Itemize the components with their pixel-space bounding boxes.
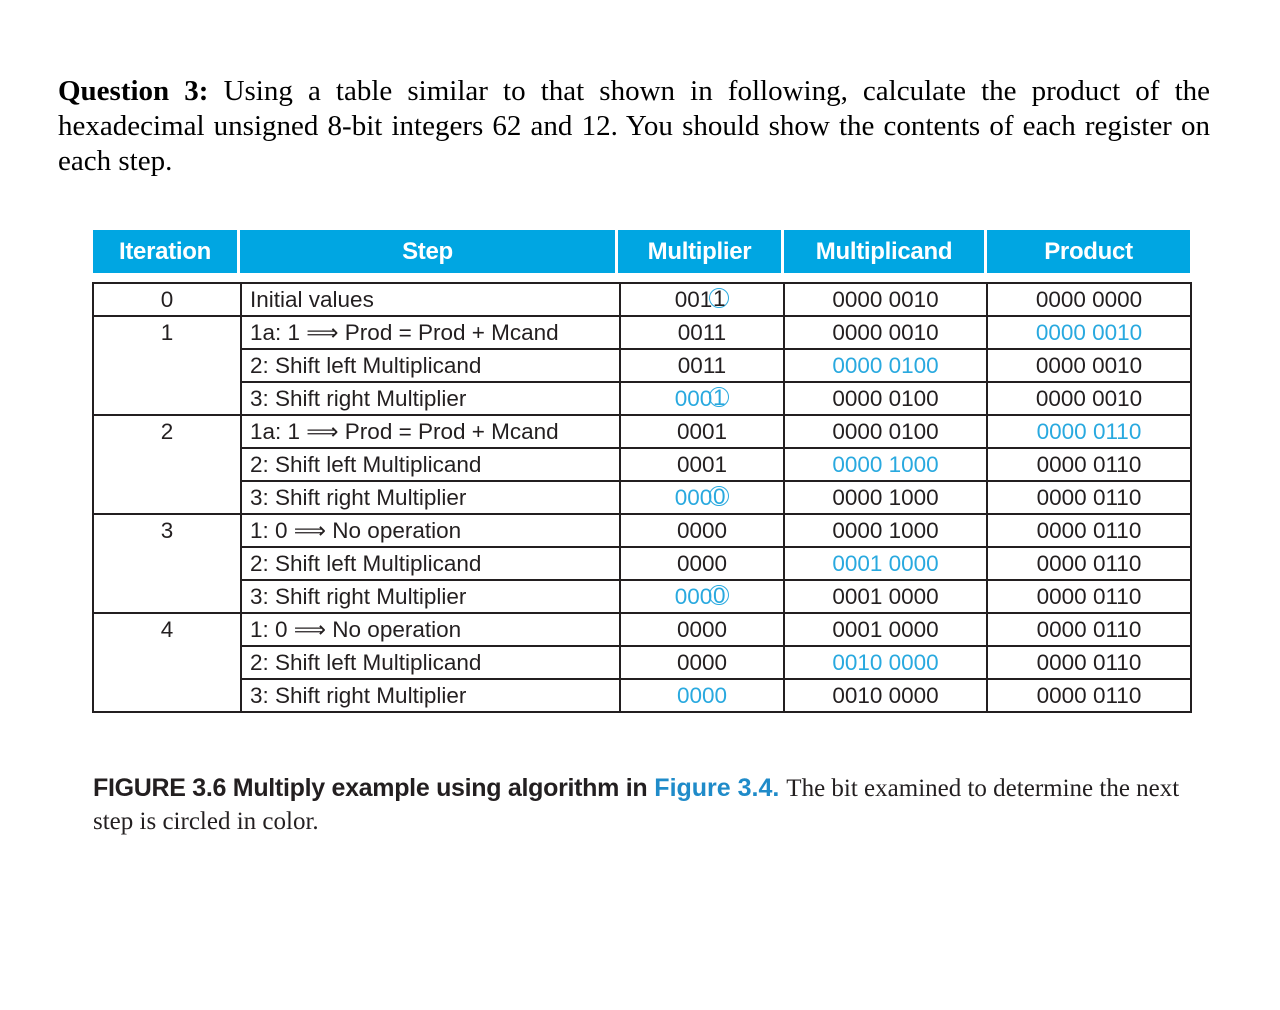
multiplicand-cell: 0010 0000 xyxy=(784,646,987,679)
multiplicand-cell: 0000 1000 xyxy=(784,481,987,514)
question-text: Using a table similar to that shown in following, calculate the product of the hexadecimal unsigned 8-bit integers 62 and 12. You should show the contents of each register on each step. xyxy=(58,75,1210,177)
product-cell: 0000 0000 xyxy=(987,283,1191,316)
product-cell: 0000 0110 xyxy=(987,679,1191,712)
multiplier-cell xyxy=(620,382,784,415)
multiplier-cell: 0000 xyxy=(620,514,784,547)
multiplicand-cell: 0000 0010 xyxy=(784,316,987,349)
iteration-cell: 0 xyxy=(93,283,241,316)
multiplicand-cell: 0000 0100 xyxy=(784,415,987,448)
product-cell: 0000 0110 xyxy=(987,481,1191,514)
table-row xyxy=(93,481,1191,514)
product-cell: 0000 0010 xyxy=(987,382,1191,415)
caption-text: The bit examined to determine the next step is circled in color. xyxy=(93,775,1180,835)
multiplicand-cell: 0000 0010 xyxy=(784,283,987,316)
multiplicand-cell: 0000 0100 xyxy=(784,382,987,415)
step-cell: 1a: 1 ⟹ Prod = Prod + Mcand xyxy=(241,415,620,448)
multiplier-cell xyxy=(620,481,784,514)
step-cell: 1a: 1 ⟹ Prod = Prod + Mcand xyxy=(241,316,620,349)
multiplicand-cell: 0000 1000 xyxy=(784,514,987,547)
question-label: Question 3: xyxy=(58,75,209,107)
multiplicand-cell: 0000 1000 xyxy=(784,448,987,481)
multiplier-cell: 0000 xyxy=(620,679,784,712)
multiplier-cell: 0011 xyxy=(620,316,784,349)
table-header-row xyxy=(93,230,1190,273)
iteration-cell: 3 xyxy=(93,514,241,613)
step-cell: 2: Shift left Multiplicand xyxy=(241,646,620,679)
iteration-cell: 2 xyxy=(93,415,241,514)
multiplicand-cell: 0001 0000 xyxy=(784,547,987,580)
step-cell: 2: Shift left Multiplicand xyxy=(241,448,620,481)
product-cell: 0000 0110 xyxy=(987,580,1191,613)
multiplicand-cell: 0000 0100 xyxy=(784,349,987,382)
table-row xyxy=(93,514,1191,547)
step-cell: 3: Shift right Multiplier xyxy=(241,679,620,712)
table-row xyxy=(93,448,1191,481)
table-row xyxy=(93,382,1191,415)
figure-caption xyxy=(93,772,1193,838)
product-cell: 0000 0110 xyxy=(987,514,1191,547)
multiplicand-cell: 0010 0000 xyxy=(784,679,987,712)
step-cell: 2: Shift left Multiplicand xyxy=(241,349,620,382)
header-multiplicand: Multiplicand xyxy=(784,230,984,273)
multiplier-cell: 0000 xyxy=(620,547,784,580)
step-cell: Initial values xyxy=(241,283,620,316)
product-cell: 0000 0110 xyxy=(987,646,1191,679)
multiplier-upper-bits: 000 xyxy=(674,584,713,609)
multiplicand-cell: 0001 0000 xyxy=(784,613,987,646)
product-cell: 0000 0110 xyxy=(987,547,1191,580)
circled-bit: 0 xyxy=(709,585,729,605)
multiplier-cell: 0000 xyxy=(620,613,784,646)
circled-bit: 0 xyxy=(709,486,729,506)
product-cell: 0000 0110 xyxy=(987,415,1191,448)
product-cell: 0000 0110 xyxy=(987,448,1191,481)
multiplier-upper-bits: 000 xyxy=(674,485,713,510)
iteration-cell: 4 xyxy=(93,613,241,712)
step-cell: 3: Shift right Multiplier xyxy=(241,382,620,415)
circled-bit: 1 xyxy=(709,288,729,308)
multiplier-upper-bits: 000 xyxy=(674,386,713,411)
step-cell: 2: Shift left Multiplicand xyxy=(241,547,620,580)
header-iteration: Iteration xyxy=(93,230,237,273)
table-row xyxy=(93,580,1191,613)
table-row xyxy=(93,646,1191,679)
table-row xyxy=(93,415,1191,448)
step-cell: 3: Shift right Multiplier xyxy=(241,481,620,514)
product-cell: 0000 0110 xyxy=(987,613,1191,646)
multiplicand-cell: 0001 0000 xyxy=(784,580,987,613)
product-cell: 0000 0010 xyxy=(987,316,1191,349)
table-row xyxy=(93,316,1191,349)
table-row xyxy=(93,283,1191,316)
multiplier-cell: 0000 xyxy=(620,646,784,679)
step-cell: 1: 0 ⟹ No operation xyxy=(241,514,620,547)
table-row xyxy=(93,679,1191,712)
multiplier-upper-bits: 001 xyxy=(674,287,713,312)
step-cell: 3: Shift right Multiplier xyxy=(241,580,620,613)
table-row xyxy=(93,613,1191,646)
circled-bit: 1 xyxy=(709,387,729,407)
caption-figure-link[interactable]: Figure 3.4. xyxy=(654,774,780,802)
multiplier-cell xyxy=(620,580,784,613)
multiply-table xyxy=(92,282,1192,713)
header-product: Product xyxy=(987,230,1190,273)
multiplier-cell: 0011 xyxy=(620,349,784,382)
caption-label: FIGURE 3.6 Multiply example using algorithm in xyxy=(93,774,648,802)
question-paragraph xyxy=(58,74,1210,179)
step-cell: 1: 0 ⟹ No operation xyxy=(241,613,620,646)
multiplier-cell: 0001 xyxy=(620,415,784,448)
header-step: Step xyxy=(240,230,615,273)
table-row xyxy=(93,547,1191,580)
iteration-cell: 1 xyxy=(93,316,241,415)
multiplier-cell: 0001 xyxy=(620,448,784,481)
product-cell: 0000 0010 xyxy=(987,349,1191,382)
table-row xyxy=(93,349,1191,382)
header-multiplier: Multiplier xyxy=(618,230,781,273)
multiplier-cell xyxy=(620,283,784,316)
